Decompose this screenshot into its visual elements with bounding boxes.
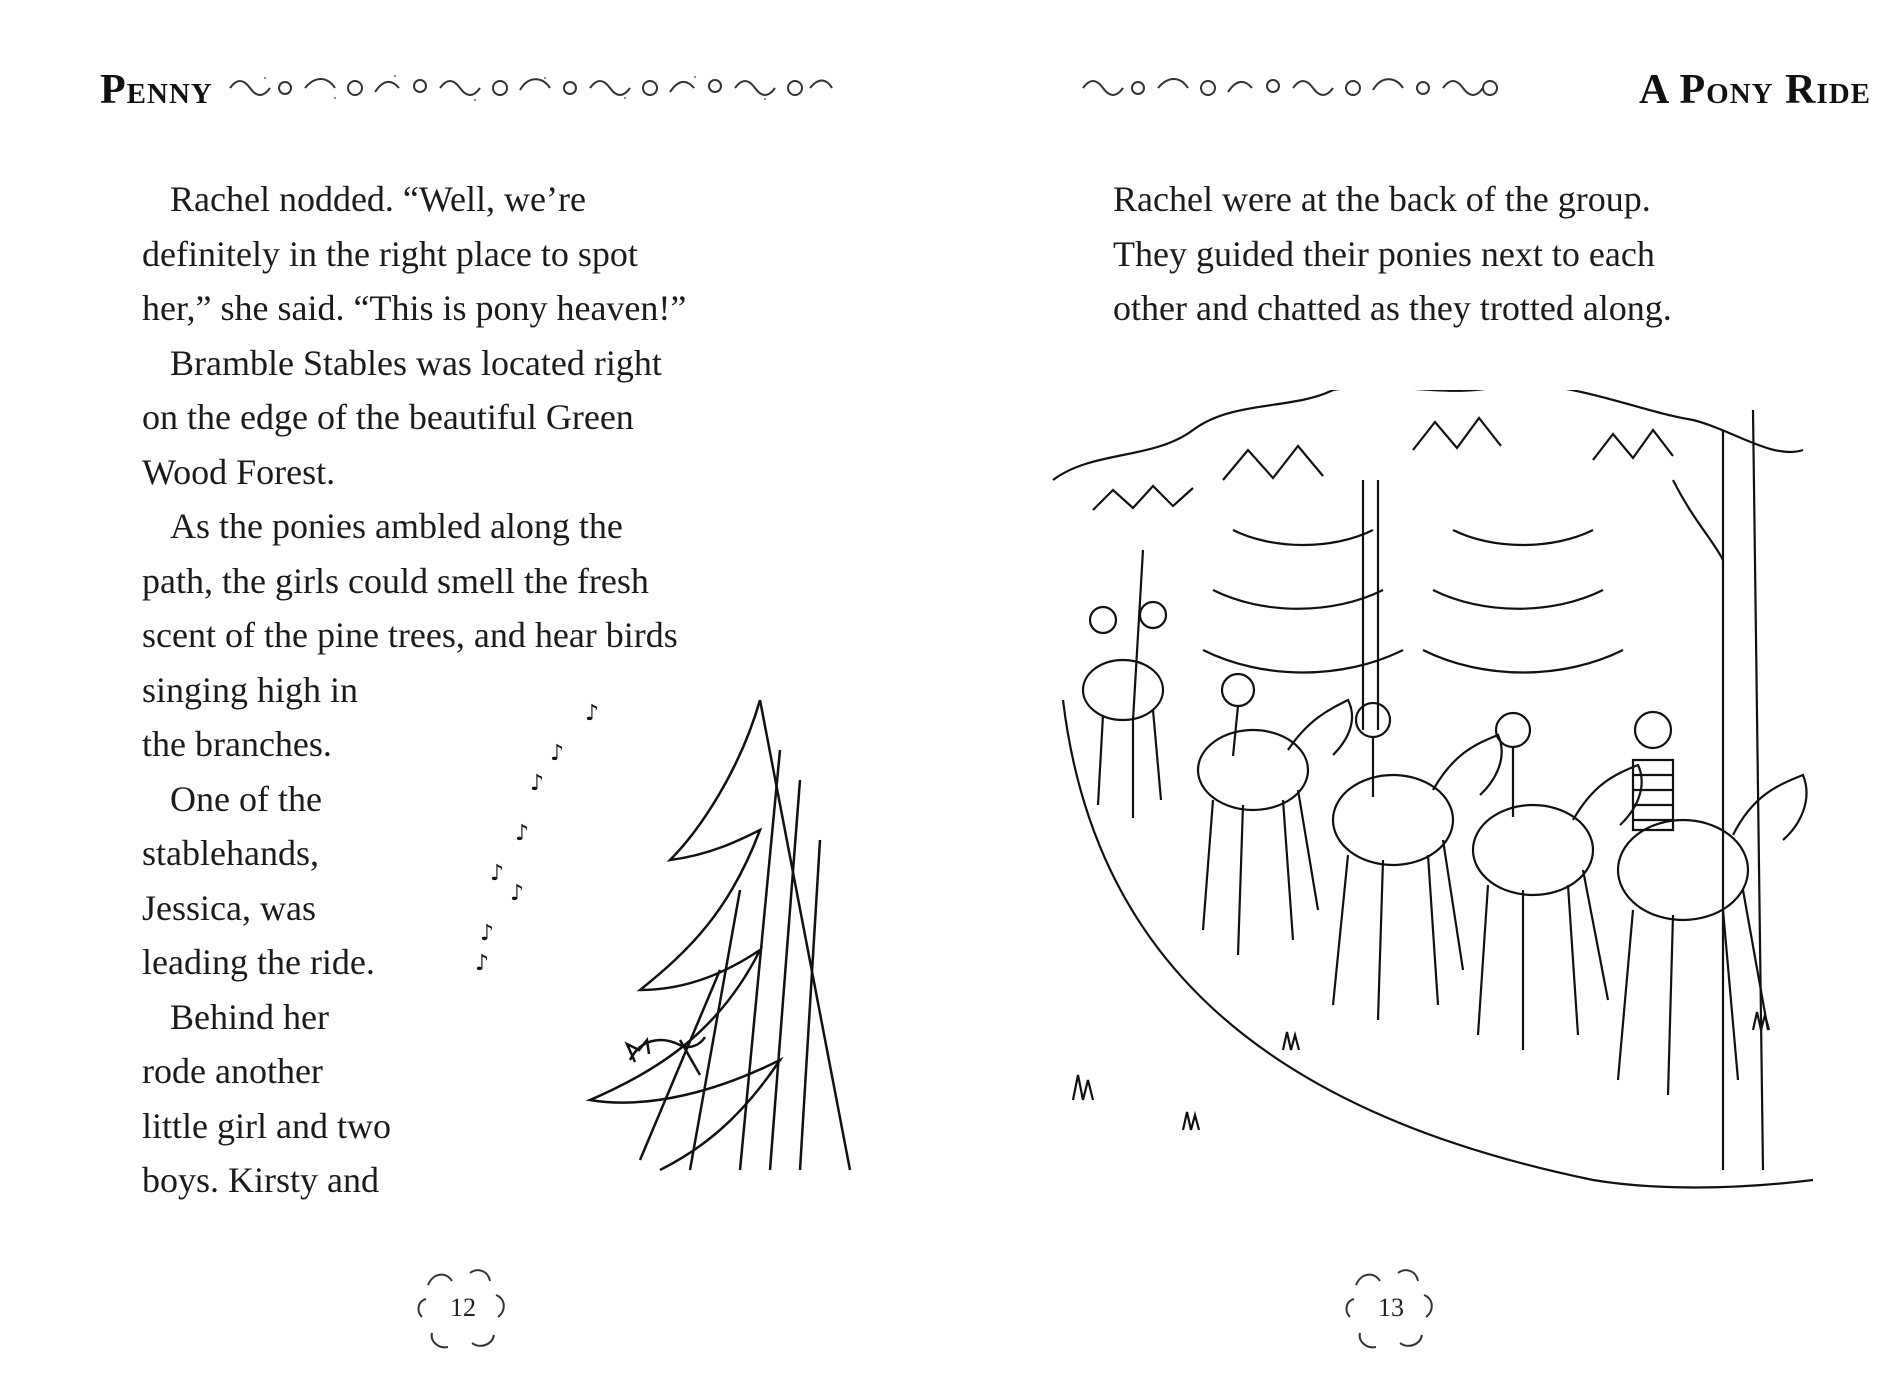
text-line: singing high in: [142, 669, 359, 710]
text-line: Jessica, was: [142, 887, 316, 928]
svg-text:♪: ♪: [585, 701, 600, 726]
page-number-left: [408, 1255, 518, 1365]
svg-text:♪: ♪: [490, 861, 505, 886]
text-line: her,” she said. “This is pony heaven!”: [142, 288, 687, 328]
text-line: on the edge of the beautiful Green: [142, 397, 634, 437]
page-number-text: 12: [450, 1293, 476, 1322]
right-body-text: [1113, 172, 1813, 336]
text-line: One of the: [170, 778, 322, 819]
text-line: Behind her: [170, 996, 329, 1037]
text-line: little girl and two: [142, 1105, 391, 1146]
text-line: As the ponies ambled along the: [170, 506, 623, 546]
text-line: other and chatted as they trotted along.: [1113, 288, 1672, 328]
text-line: Bramble Stables was located right: [170, 342, 662, 383]
right-page: [948, 0, 1896, 1400]
swirl-ornament-left: [225, 70, 835, 106]
svg-text:♪: ♪: [550, 741, 565, 766]
text-line: rode another: [142, 1051, 323, 1091]
svg-text:♪: ♪: [510, 881, 525, 906]
text-line: scent of the pine trees, and hear birds: [142, 615, 678, 655]
page-number-text: 13: [1378, 1293, 1404, 1322]
text-line: Rachel were at the back of the group.: [1113, 179, 1651, 219]
svg-text:♪: ♪: [515, 821, 530, 846]
text-line: leading the ride.: [142, 942, 375, 982]
svg-text:♪: ♪: [475, 951, 490, 976]
text-line: They guided their ponies next to each: [1113, 233, 1655, 274]
swirl-ornament-right: [1078, 70, 1503, 106]
text-line: Wood Forest.: [142, 451, 336, 492]
text-line: boys. Kirsty and: [142, 1160, 379, 1200]
page-number-right: [1336, 1255, 1446, 1365]
text-line: path, the girls could smell the fresh: [142, 560, 649, 601]
forest-pony-ride-illustration: [1033, 390, 1813, 1200]
running-head-left: Penny: [100, 67, 213, 113]
text-line: definitely in the right place to spot: [142, 233, 638, 274]
text-line: stablehands,: [142, 833, 319, 873]
pine-tree-bird-illustration: [440, 690, 860, 1180]
svg-text:♪: ♪: [480, 921, 495, 946]
running-head-right: A Pony Ride: [1638, 67, 1871, 113]
svg-text:♪: ♪: [530, 771, 545, 796]
text-line: the branches.: [142, 724, 332, 764]
text-line: Rachel nodded. “Well, we’re: [170, 179, 586, 219]
